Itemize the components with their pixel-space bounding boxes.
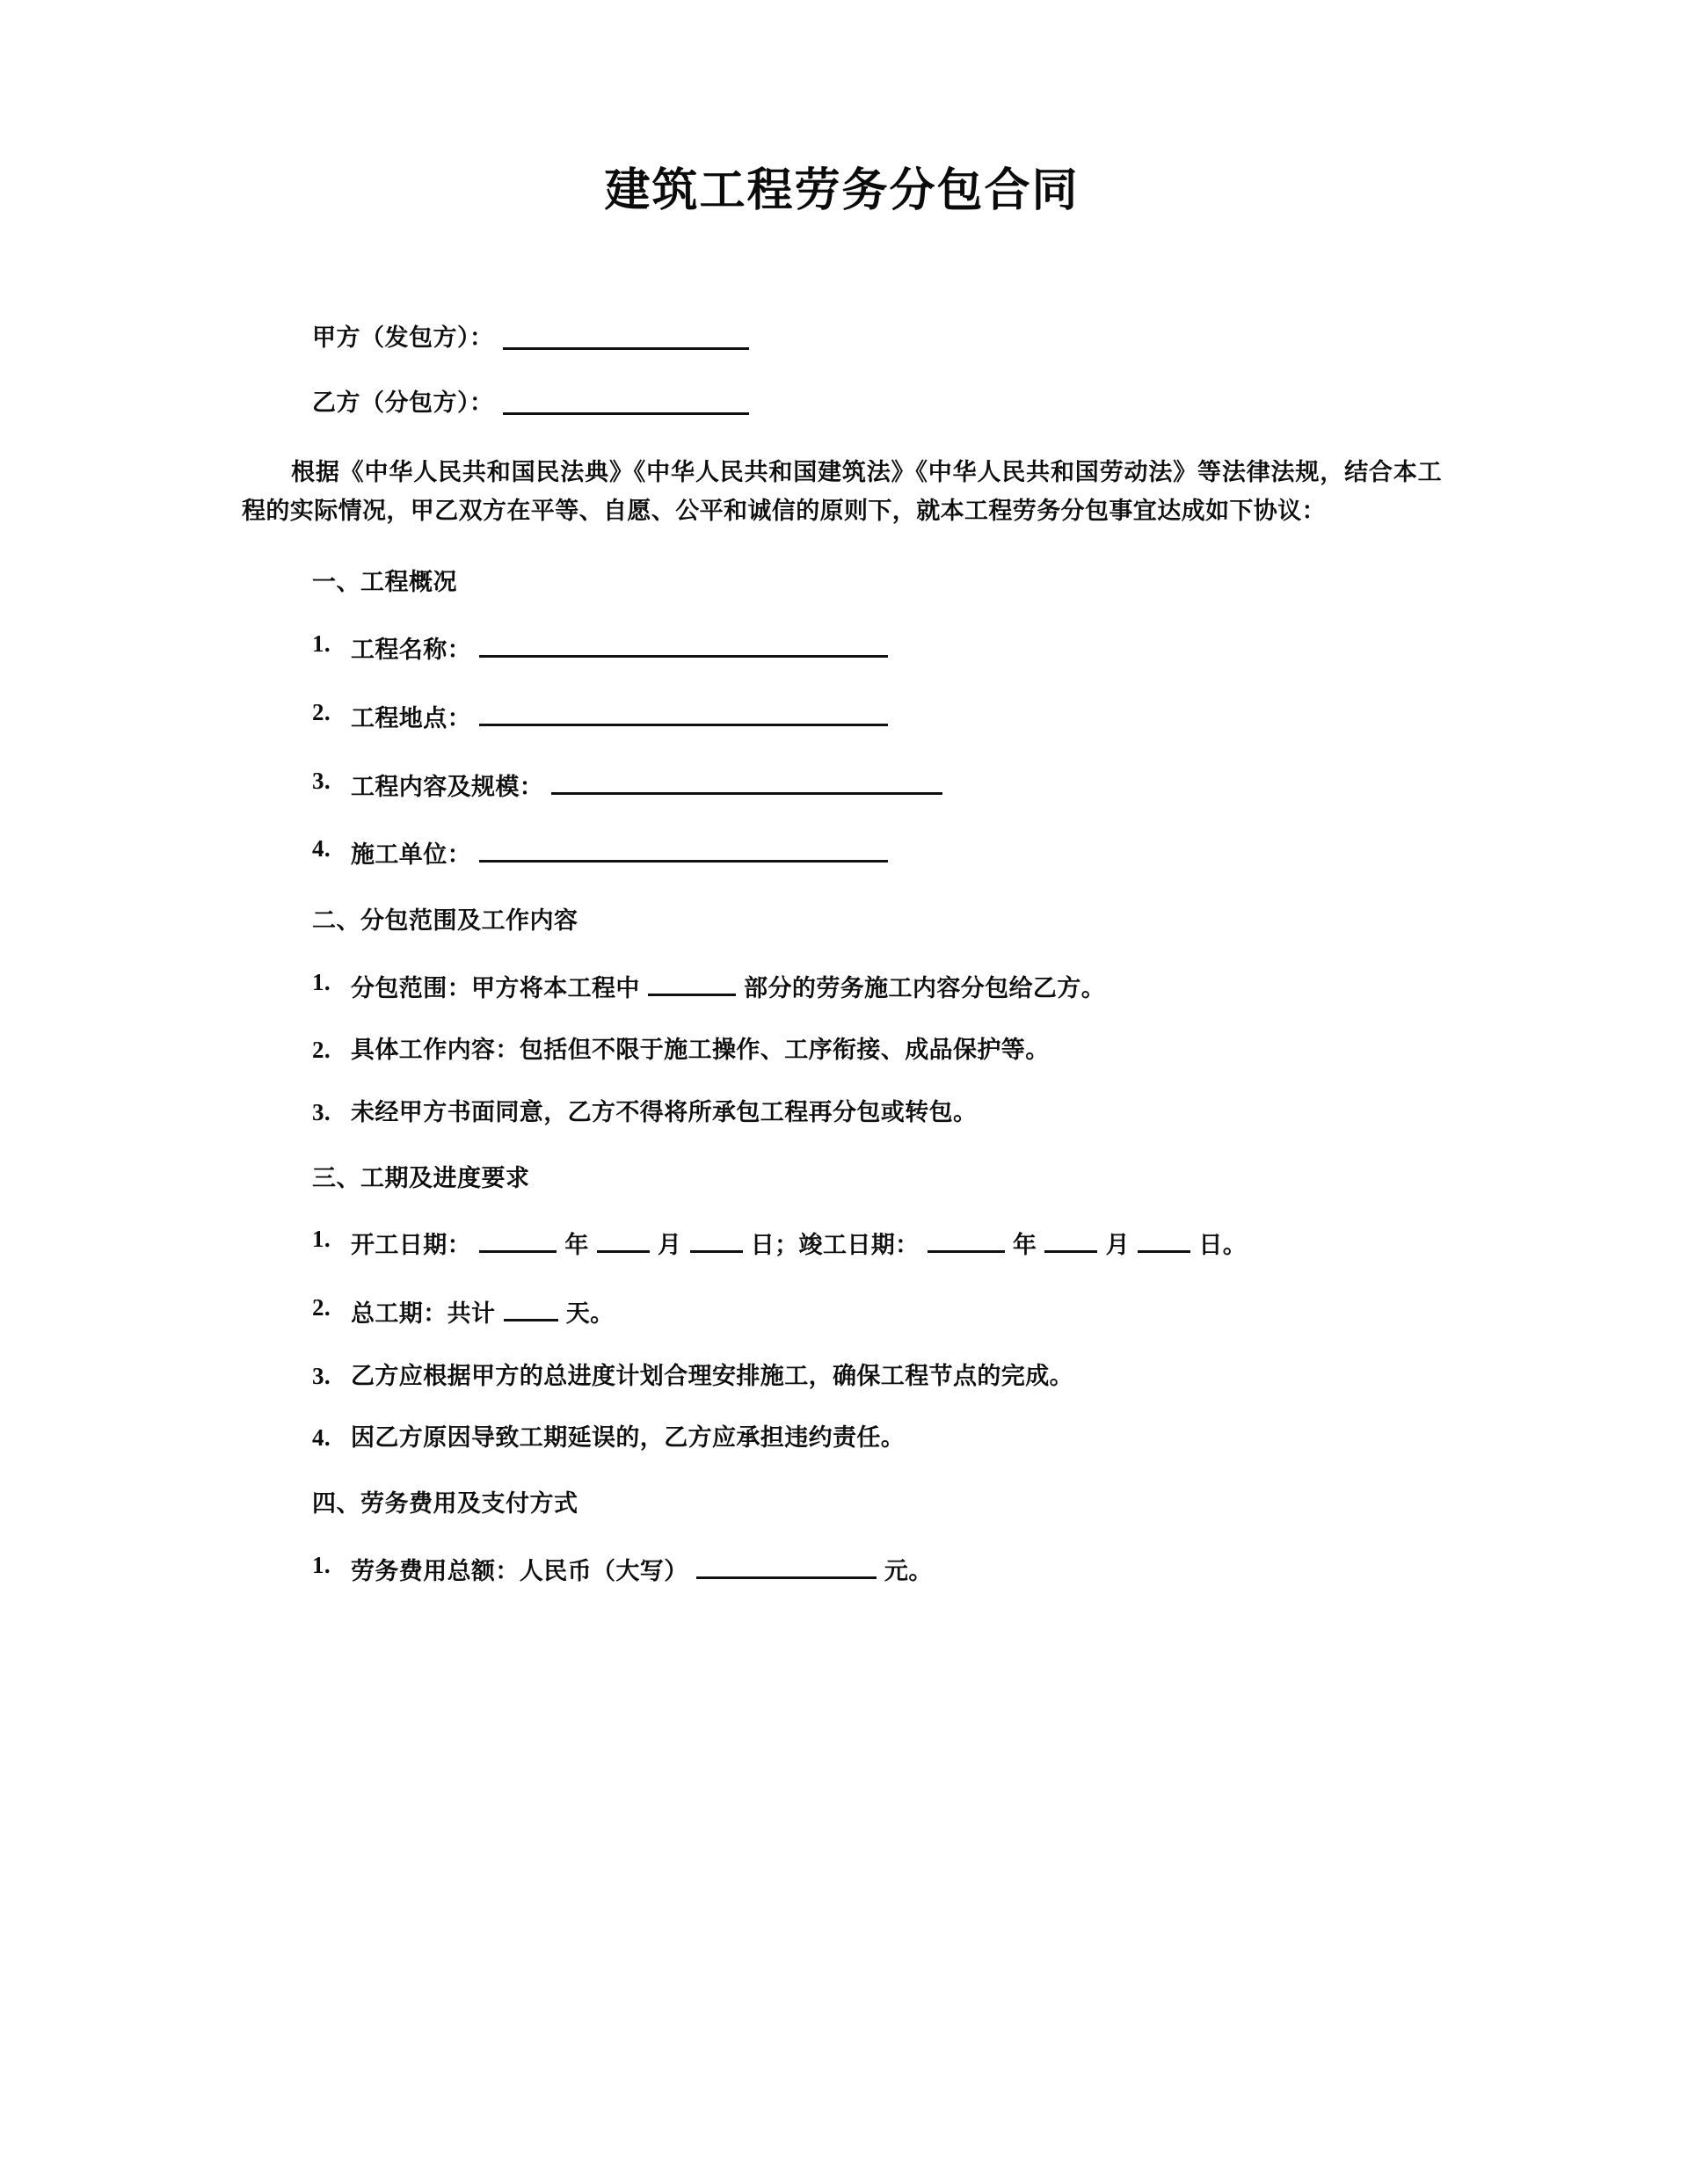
project-location-blank[interactable] (479, 700, 888, 726)
list-item-label: 因乙方原因导致工期延误的，乙方应承担违约责任。 (351, 1424, 906, 1452)
party-b-blank[interactable] (503, 389, 749, 415)
list-item-number: 2. (312, 698, 331, 725)
list-item-number: 2. (312, 1037, 331, 1064)
list-item (312, 768, 1442, 801)
end-month-unit: 月 (1105, 1232, 1130, 1259)
list-item-number: 3. (312, 1362, 331, 1389)
list-item (312, 836, 1442, 869)
list-item-label: 工程内容及规模： (351, 773, 544, 800)
section-list-4 (242, 1553, 1442, 1585)
subcontract-scope-blank[interactable] (648, 970, 736, 996)
labor-fee-amount-blank[interactable] (696, 1553, 877, 1579)
list-item-label: 具体工作内容：包括但不限于施工操作、工序衔接、成品保护等。 (351, 1037, 1050, 1064)
list-item-number: 1. (312, 968, 331, 995)
end-year-unit: 年 (1012, 1232, 1037, 1259)
start-year-unit: 年 (564, 1232, 589, 1259)
list-item (312, 1100, 1442, 1126)
end-month-blank[interactable] (1044, 1227, 1097, 1253)
list-item-number: 1. (312, 630, 331, 658)
preamble-paragraph: 根据《中华人民共和国民法典》《中华人民共和国建筑法》《中华人民共和国劳动法》等法律法规，结合本工程的实际情况，甲乙双方在平等、自愿、公平和诚信的原则下，就本工程劳务分包事宜达成如下协议： (242, 459, 1442, 524)
list-item-label: 乙方应根据甲方的总进度计划合理安排施工，确保工程节点的完成。 (351, 1362, 1073, 1389)
list-item-number: 3. (312, 767, 331, 794)
project-name-blank[interactable] (479, 631, 888, 658)
start-day-blank[interactable] (690, 1227, 743, 1253)
page-title: 建筑工程劳务分包合同 (604, 166, 1080, 216)
start-month-blank[interactable] (597, 1227, 650, 1253)
list-item-number: 1. (312, 1226, 331, 1253)
list-item (312, 631, 1442, 664)
section-heading-4: 四、劳务费用及支付方式 (312, 1490, 578, 1518)
section-list-2 (242, 970, 1442, 1126)
list-item-label: 工程名称： (351, 637, 471, 664)
list-item (312, 970, 1442, 1002)
document-content (242, 0, 1442, 1584)
list-item (312, 1364, 1442, 1390)
section-heading-2: 二、分包范围及工作内容 (312, 906, 578, 934)
list-item-number: 2. (312, 1294, 331, 1321)
party-block (242, 324, 1442, 415)
list-item-label: 分包范围：甲方将本工程中 (351, 974, 640, 1001)
list-item (312, 1227, 1442, 1259)
end-day-blank[interactable] (1138, 1227, 1190, 1253)
list-item-label: 劳务费用总额：人民币（大写） (351, 1557, 688, 1584)
party-b-label: 乙方（分包方）： (312, 389, 494, 416)
list-item-label: 施工单位： (351, 841, 471, 869)
project-scope-blank[interactable] (551, 768, 942, 795)
list-item (312, 1553, 1442, 1585)
list-item-label: 未经甲方书面同意，乙方不得将所承包工程再分包或转包。 (351, 1098, 978, 1125)
list-item (312, 700, 1442, 732)
list-item (312, 1037, 1442, 1064)
end-day-unit: 日。 (1198, 1232, 1248, 1259)
section-heading-3: 三、工期及进度要求 (312, 1164, 530, 1191)
section-list-3 (242, 1227, 1442, 1452)
party-a-blank[interactable] (503, 324, 749, 350)
construction-unit-blank[interactable] (479, 836, 888, 863)
total-duration-blank[interactable] (504, 1295, 558, 1321)
end-year-blank[interactable] (928, 1227, 1005, 1253)
list-item-label: 工程地点： (351, 704, 471, 732)
party-line-second (312, 389, 1442, 415)
list-item-number: 4. (312, 835, 331, 863)
list-item-number: 4. (312, 1424, 331, 1452)
party-a-label: 甲方（发包方）： (312, 324, 494, 351)
list-item-number: 3. (312, 1098, 331, 1125)
section-list-1 (242, 631, 1442, 869)
list-item (312, 1295, 1442, 1328)
list-item-number: 1. (312, 1551, 331, 1578)
completion-label: 日；竣工日期： (750, 1232, 920, 1259)
section-heading-1: 一、工程概况 (312, 569, 457, 596)
list-item-label: 总工期：共计 (351, 1300, 496, 1328)
list-item (312, 1425, 1442, 1452)
start-month-unit: 月 (658, 1232, 682, 1259)
list-item-label-tail: 元。 (884, 1557, 933, 1584)
list-item-label: 开工日期： (351, 1232, 471, 1259)
list-item-label-tail: 部分的劳务施工内容分包给乙方。 (744, 974, 1106, 1001)
party-line-first (312, 324, 1442, 350)
start-year-blank[interactable] (479, 1227, 557, 1253)
list-item-label-tail: 天。 (565, 1300, 615, 1328)
